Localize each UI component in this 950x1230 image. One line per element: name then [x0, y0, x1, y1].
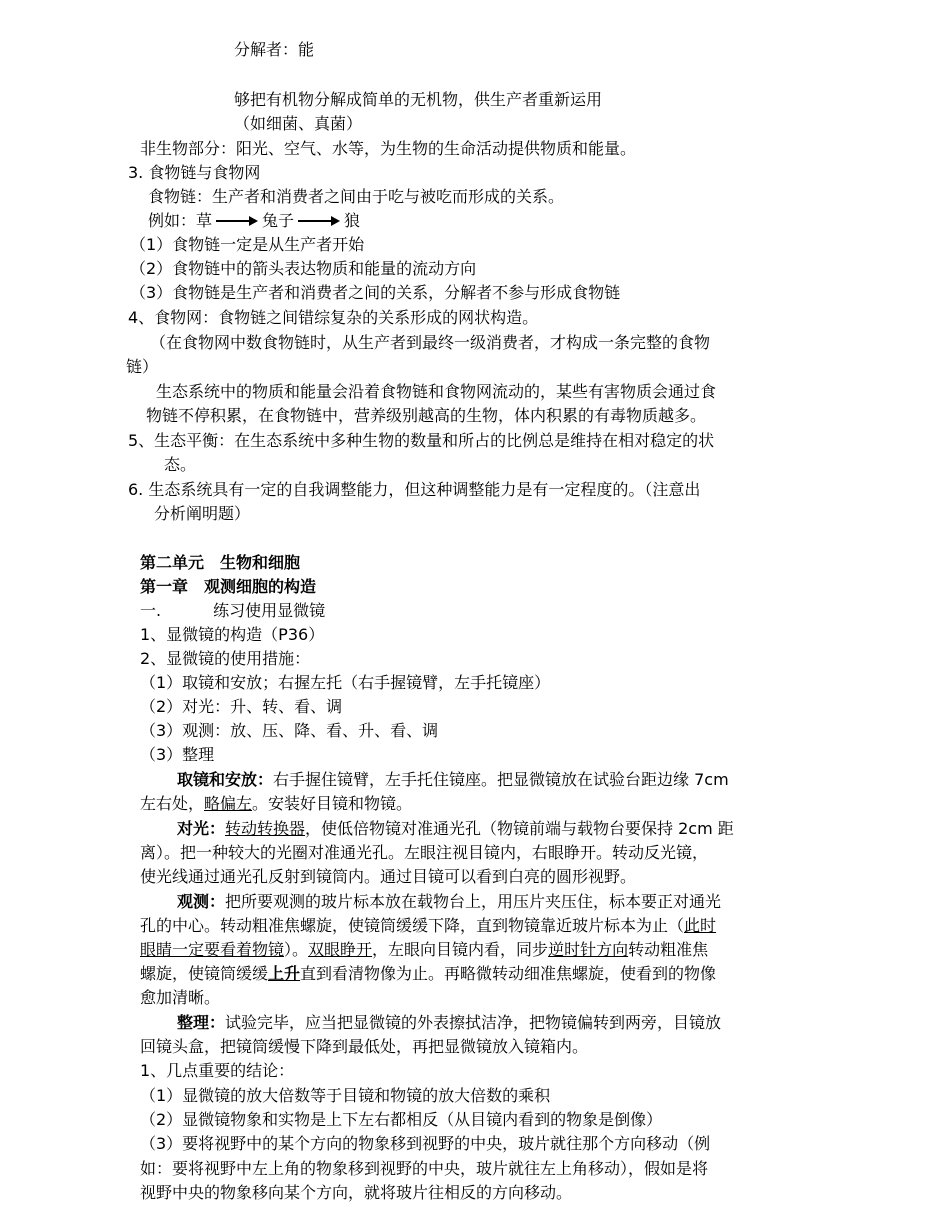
example-rabbit: 兔子 — [262, 211, 295, 230]
para-light-2: 离）。把一种较大的光圈对准通光孔。左眼注视目镜内，右眼睁开。转动反光镜， — [140, 843, 709, 862]
food-chain-example — [148, 209, 360, 233]
food-web-note-2: 链） — [126, 357, 159, 376]
conclusion-3-line-3: 视野中央的物象移向某个方向，就将玻片往相反的方向移动。 — [140, 1183, 573, 1202]
microscope-structure: 1、显微镜的构造（P36） — [140, 625, 325, 644]
unit-heading: 第二单元 生物和细胞 — [140, 553, 301, 572]
para-cleanup-2: 回镜头盒，把镜筒缓慢下降到最低处，再把显微镜放入镜箱内。 — [140, 1037, 589, 1056]
abiotic-part: 非生物部分：阳光、空气、水等，为生物的生命活动提供物质和能量。 — [140, 139, 637, 158]
food-chain-note-2: （2）食物链中的箭头表达物质和能量的流动方向 — [130, 259, 477, 278]
bold-underlined-text: 上升 — [268, 964, 301, 983]
usage-step-2: （2）对光：升、转、看、调 — [140, 697, 343, 716]
para-cleanup-1 — [177, 1011, 721, 1035]
food-web-note-1: （在食物网中数食物链时，从生产者到最终一级消费者，才构成一条完整的食物 — [150, 333, 711, 352]
usage-step-1: （1）取镜和安放；右握左托（右手握镜臂，左手托镜座） — [140, 673, 551, 692]
conclusion-3-line-2: 如：要将视野中左上角的物象移到视野的中央，玻片就往左上角移动），假如是将 — [140, 1159, 709, 1178]
para-observe-5: 愈加清晰。 — [140, 988, 221, 1007]
keyword: 对光： — [177, 819, 226, 838]
text: 左右处， — [140, 794, 205, 813]
food-web-definition: 4、食物网：食物链之间错综复杂的关系形成的网状构造。 — [128, 308, 539, 327]
conclusion-3-line-1: （3）要将视野中的某个方向的物象移到视野的中央，玻片就往那个方向移动（例 — [140, 1134, 711, 1153]
para-light-3: 使光线通过通光孔反射到镜筒内。通过目镜可以看到白亮的圆形视野。 — [140, 867, 637, 886]
example-wolf: 狼 — [344, 211, 361, 230]
text: 右手握住镜臂，左手托住镜座。把显微镜放在试验台距边缘 7cm — [273, 770, 729, 789]
conclusions-heading: 1、几点重要的结论： — [140, 1061, 295, 1080]
food-chain-definition: 食物链：生产者和消费者之间由于吃与被吃而形成的关系。 — [148, 187, 565, 206]
usage-step-3: （3）观测：放、压、降、看、升、看、调 — [140, 721, 439, 740]
underlined-text: 双眼睁开 — [308, 940, 373, 959]
text: 螺旋，使镜筒缓缓 — [140, 964, 269, 983]
text: 直到看清物像为止。再略微转动细准焦螺旋，使看到的物像 — [300, 964, 717, 983]
underlined-text: 眼睛一定要看着物镜 — [140, 940, 285, 959]
text: 。安装好目镜和物镜。 — [252, 794, 413, 813]
decomposer-line-1: 分解者：能 — [234, 40, 315, 59]
subsection-microscope — [140, 599, 325, 623]
subsection-number: 一. — [140, 601, 162, 620]
text: ，使低倍物镜对准通光孔（物镜前端与载物台要保持 2cm 距 — [305, 819, 734, 838]
underlined-text: 转动转换器 — [225, 819, 306, 838]
text: 试验完毕，应当把显微镜的外表擦拭洁净，把物镜偏转到两旁，目镜放 — [225, 1013, 722, 1032]
chapter-heading: 第一章 观测细胞的构造 — [140, 577, 317, 596]
para-observe-2 — [140, 914, 716, 938]
keyword: 观测： — [177, 892, 226, 911]
microscope-usage: 2、显微镜的使用措施： — [140, 649, 311, 668]
example-grass: 例如：草 — [148, 211, 213, 230]
usage-step-4: （3）整理 — [140, 745, 215, 764]
right-arrow-icon — [216, 209, 258, 233]
para-observe-4 — [140, 962, 716, 986]
para-take-and-place-1 — [177, 768, 729, 792]
self-regulation-1: 6. 生态系统具有一定的自我调整能力，但这种调整能力是有一定程度的。（注意出 — [128, 480, 701, 499]
decomposer-line-2: 够把有机物分解成简单的无机物，供生产者重新运用 — [234, 90, 603, 109]
para-take-and-place-2 — [140, 792, 412, 816]
right-arrow-icon — [298, 209, 340, 233]
para-light-1 — [177, 817, 734, 841]
text: 把所要观测的玻片标本放在载物台上，用压片夹压住，标本要正对通光 — [225, 892, 722, 911]
conclusion-2: （2）显微镜物象和实物是上下左右都相反（从目镜内看到的物象是倒像） — [140, 1110, 663, 1129]
keyword: 取镜和安放： — [177, 770, 274, 789]
text: 孔的中心。转动粗准焦螺旋，使镜筒缓缓下降，直到物镜靠近玻片标本为止（ — [140, 916, 685, 935]
bioaccumulation-1: 生态系统中的物质和能量会沿着食物链和食物网流动的，某些有害物质会通过食 — [156, 382, 717, 401]
food-chain-note-3: （3）食物链是生产者和消费者之间的关系，分解者不参与形成食物链 — [130, 283, 621, 302]
conclusion-1: （1）显微镜的放大倍数等于目镜和物镜的放大倍数的乘积 — [140, 1086, 551, 1105]
section-food-chain-web: 3. 食物链与食物网 — [128, 163, 261, 182]
text: 转动粗准焦 — [628, 940, 709, 959]
keyword: 整理： — [177, 1013, 226, 1032]
para-observe-1 — [177, 890, 721, 914]
underlined-text: 略偏左 — [204, 794, 253, 813]
underlined-text: 此时 — [684, 916, 717, 935]
decomposer-examples: （如细菌、真菌） — [234, 114, 363, 133]
text: ，左眼向目镜内看，同步 — [372, 940, 549, 959]
ecological-balance-2: 态。 — [164, 455, 197, 474]
food-chain-note-1: （1）食物链一定是从生产者开始 — [130, 235, 365, 254]
self-regulation-2: 分析阐明题） — [154, 504, 251, 523]
text: ）。 — [284, 940, 309, 959]
bioaccumulation-2: 物链不停积累，在食物链中，营养级别越高的生物，体内积累的有毒物质越多。 — [146, 406, 707, 425]
underlined-text: 逆时针方向 — [548, 940, 629, 959]
para-observe-3 — [140, 938, 708, 962]
ecological-balance-1: 5、生态平衡：在生态系统中多种生物的数量和所占的比例总是维持在相对稳定的状 — [128, 431, 715, 450]
subsection-title: 练习使用显微镜 — [213, 601, 326, 620]
